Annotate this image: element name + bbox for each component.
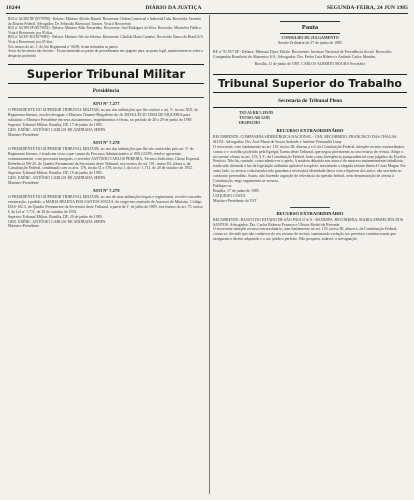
decision-ref: TST-AI-RR 5.193/85 bbox=[239, 111, 274, 116]
tst-title-box bbox=[213, 74, 407, 93]
pauta-signature: Brasília, 21 de junho de 1985. CARLOS ALBERTO MOURA Secretário bbox=[254, 61, 366, 66]
pauta-line: Sessão Ordinária de 27 de junho de 1985 bbox=[278, 40, 342, 45]
pauta-rule bbox=[280, 33, 340, 34]
appeal-body: RECORRENTE: BANCO DO ESTADO DE SÃO PAULO S/A - BANESPA. RECORRIDA: MARIA APARECIDA DOS SANTOS. Advogados: Drs. Carlos Roberto Fonseca e Ulisses Riedel de Resende. O recorrente interpõe recurso extraordinário, com fundamento no art. 119, inciso III, alínea a, da Constituição Federal, contra a r. decisão que não conheceu do seu recurso de revista, sustentando violação aos preceitos constitucionais que asseguram o direito adquirido e o ato jurídico perfeito. Não prospera, todavia, a irresignação. bbox=[213, 217, 404, 242]
intro-paragraph: RIO nº 64.380 DF (8578788) - Relator: Ministro Alfredo Buzaid. Recorrente: Ordem Comercial e Industrial Ltda. Recorrida: Fazenda do Distrito Federal. Advogados: Dr. Sebastião Bitencourt Tavares. Vista à Recorrente. bbox=[8, 17, 201, 26]
act-body: O PRESIDENTE DO SUPERIOR TRIBUNAL MILITAR, no uso das atribuições que lhe confere o art. 5º, inciso XIX, do Regimento Interno, resolve designar o Ministro Tenente-Brigadeiro-do-Ar DEOCLÉCIO LIMA DE SIQUEIRA para substituir o Ministro Presidente em seus afastamentos, impedimentos e férias, no período de 20 a 29 de junho de 1985. Superior Tribunal Militar, Brasília, DF, 17 de junho de 1985. GEN. EXÉRC. ANTÔNIO CARLOS DE ANDRADA SERPA Ministro-Presidente bbox=[8, 108, 199, 137]
appeal-title: RECURSO EXTRAORDINÁRIO bbox=[276, 210, 344, 216]
act-title: ATO Nº 7.277 bbox=[92, 101, 120, 107]
appeal-divider bbox=[290, 207, 330, 208]
section-divider bbox=[8, 97, 204, 98]
intro-paragraph: Nos termos do art. 1º do Ato Regimental nº 06/85, ficam intimadas as partes. bbox=[8, 44, 119, 49]
right-column bbox=[213, 17, 407, 494]
decision-refs bbox=[239, 111, 407, 126]
act-title: ATO Nº 7.278 bbox=[92, 139, 120, 145]
left-column bbox=[8, 17, 204, 494]
court-title-box bbox=[8, 64, 204, 84]
issue-date: SEGUNDA-FEIRA, 24 JUN 1985 bbox=[326, 4, 408, 11]
decision-ref: TST-RO-AR 12/85 bbox=[239, 116, 270, 121]
pauta-title: Pauta bbox=[301, 24, 319, 31]
intro-paragraph: RIO nº 64.391 RJ (8579085) - Relator: Ministro Néri da Silveira. Recorrente: Cândida Maria Carneiro. Recorrido: Banco do Brasil S/A. Vista à Recorrente, por 05 dias. bbox=[8, 35, 204, 44]
appeal-body: RECORRENTE: COMPANHIA SIDERÚRGICA NACIONAL - CSN. RECORRIDO: FRANCISCO DAS CHAGAS SILVA. Advogados: Drs. José Maria de Souza Andrade e Antônio Fernandes Lima. O recorrente, com fundamento no art. 119, inciso III, alíneas a e d, da Constituição Federal, interpõe recurso extraordinário contra o v. acórdão proferido pela Egrégia Turma deste Tribunal, que negou provimento ao seu recurso de revista. Alega o recorrente ofensa ao art. 153, § 3º, da Constituição Federal, bem como divergência jurisprudencial com julgados do Excelso Pretório. Não há, contudo, como admitir-se o apelo. A matéria debatida nos autos é de natureza eminentemente trabalhista, tendo sido dirimida à luz da legislação ordinária aplicável à espécie, inexistindo a alegada afronta direta à Carta Magna. Por outro lado, os arestos colacionados não guardam a necessária identidade fática com a hipótese dos autos, não servindo ao confronto pretendido. Assim, não havendo arguição de relevância da questão federal, nem demonstração de ofensa à Constituição, nego seguimento ao recurso. Publique-se. Brasília, 17 de junho de 1985. COQUEIJO COSTA Ministro-Presidente do TST bbox=[213, 134, 406, 203]
pauta-rule bbox=[280, 21, 340, 22]
tst-section: Secretaria do Tribunal Pleno bbox=[278, 98, 342, 105]
column-divider bbox=[209, 15, 210, 494]
section-title: Presidência bbox=[92, 88, 120, 95]
pauta-section bbox=[213, 19, 407, 46]
pauta-body: RE nº 91.957 SP - Relator: Ministro Djaci Falcão. Recorrente: Instituto Nacional de Previdência Social. Recorrido: Companhia Brasileira de Alimentos S/A. Advogados: Drs. Pedro Luiz Ribeiro e Antônio Carlos Mendes. bbox=[213, 49, 393, 59]
pauta-line: CONSELHO DE JULGAMENTO bbox=[281, 36, 339, 40]
tst-title: Tribunal Superior do Trabalho bbox=[217, 77, 402, 91]
intro-paragraph: Aviso da Secretaria das Sessões - Ficam intimadas as partes do procedimento em epígrafe para, no prazo legal, manifestarem-se sobre o despacho proferido. bbox=[8, 49, 204, 58]
decision-ref: DESPACHO bbox=[239, 121, 261, 126]
act-body: O PRESIDENTE DO SUPERIOR TRIBUNAL MILITAR, no uso das atribuições que lhe são conferidas pelo art. 5º do Regimento Interno, e tendo em vista o que consta do Processo Administrativo nº 000.123/85, resolve aposentar, voluntariamente, com proventos integrais, o servidor ANTÔNIO CARLOS PEREIRA, Técnico Judiciário, Classe Especial, Referência NS-25, do Quadro Permanente da Secretaria deste Tribunal, nos termos do art. 101, inciso III, alínea a, da Constituição Federal, combinado com os arts. 176, inciso II, e 178, inciso I, da Lei nº 1.711, de 28 de outubro de 1952. Superior Tribunal Militar, Brasília, DF, 19 de junho de 1985. GEN. EXÉRC. ANTÔNIO CARLOS DE ANDRADA SERPA Ministro-Presidente bbox=[8, 146, 201, 186]
appeal-title: RECURSO EXTRAORDINÁRIO bbox=[276, 127, 344, 133]
act-body: O PRESIDENTE DO SUPERIOR TRIBUNAL MILITAR, no uso de suas atribuições legais e regimentais, resolve conceder exoneração, a pedido, a MARIA HELENA DOS SANTOS SOUZA, do cargo em comissão de Assessor de Ministro, Código DAS-102.3, do Quadro Permanente da Secretaria deste Tribunal, a partir de 1º de julho de 1985, nos termos do art. 75, inciso I, da Lei nº 1.711, de 28 de outubro de 1952. Superior Tribunal Militar, Brasília, DF, 20 de junho de 1985. GEN. EXÉRC. ANTÔNIO CARLOS DE ANDRADA SERPA Ministro-Presidente bbox=[8, 195, 203, 229]
tst-section-box bbox=[213, 95, 407, 108]
journal-name: DIÁRIO DA JUSTIÇA bbox=[145, 4, 202, 11]
intro-paragraph: RIO nº 64.389 SP (8579053) - Relator: Ministro Aldir Passarinho. Recorrente: José Rodrigues da Silva. Recorrido: Ministério Público. Vista à Recorrente, por 05 dias. bbox=[8, 26, 202, 35]
page-header bbox=[6, 3, 408, 12]
court-title: Superior Tribunal Militar bbox=[26, 67, 186, 82]
page-number: 10244 bbox=[6, 4, 21, 11]
header-divider bbox=[6, 13, 408, 14]
act-title: ATO Nº 7.279 bbox=[92, 188, 120, 194]
